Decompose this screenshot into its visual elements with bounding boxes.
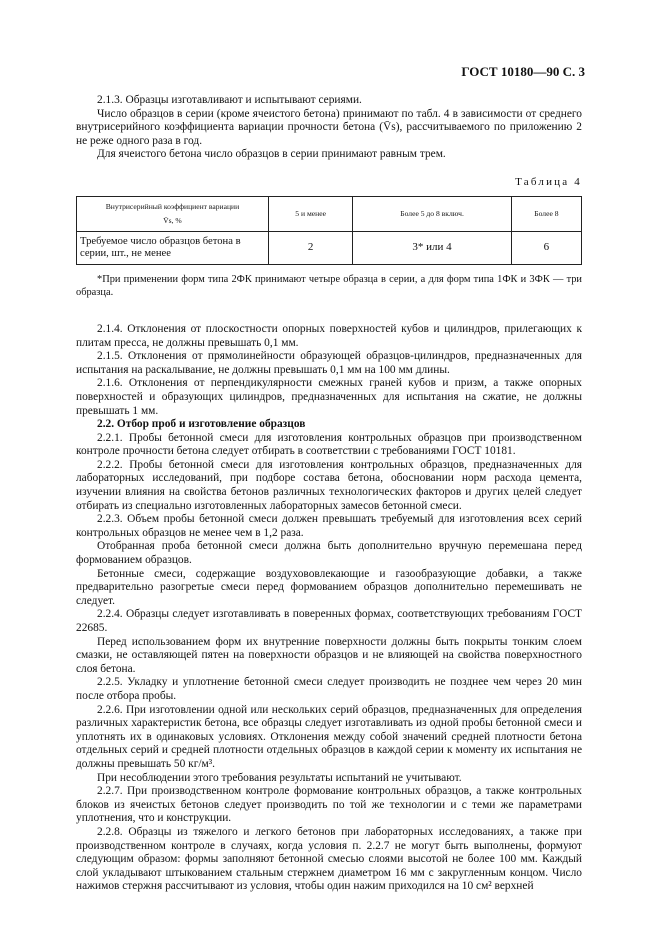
table-footnote: *При применении форм типа 2ФК принимают четыре образца в серии, а для форм типа 1ФК и 3ФК — три образца. <box>76 273 582 298</box>
table-header-unit: V̄s, % <box>163 215 182 225</box>
paragraph-2-2-3: 2.2.3. Объем пробы бетонной смеси должен превышать требуемый для изготовления всех серий контрольных образцов не менее чем в 1,2 раза. <box>76 513 582 539</box>
paragraph-2-2-7: 2.2.7. При производственном контроле формование контрольных образцов, а также контрольных блоков из ячеистых бетонов следует производить по той же технологии и с теми же параметрами уплотнения, что и конструкции. <box>76 785 582 825</box>
paragraph-2-1-5: 2.1.5. Отклонения от прямолинейности образующей образцов-цилиндров, предназначенных для испытания на раскалывание, не должны превышать 0,1 мм на 100 мм длины. <box>76 350 582 376</box>
paragraph-2-2-4: 2.2.4. Образцы следует изготавливать в поверенных формах, соответствующих требованиям ГОСТ 22685. <box>76 608 582 635</box>
table-col-2: Более 5 до 8 включ. <box>353 196 511 231</box>
paragraph-additives: Бетонные смеси, содержащие воздухововлекающие и газообразующие добавки, а также предварительно разогретые смеси перед формованием образцов дополнительно перемешивать не следует. <box>76 567 582 607</box>
paragraph-2-1-3: 2.1.3. Образцы изготавливают и испытывают сериями. <box>97 94 362 106</box>
paragraph-cellular-concrete: Для ячеистого бетона число образцов в серии принимают равным трем. <box>97 148 446 161</box>
table-row <box>77 231 582 264</box>
table-4 <box>76 196 582 265</box>
paragraph-noncompliance: При несоблюдении этого требования результаты испытаний не учитывают. <box>97 771 462 784</box>
table-row-label: Требуемое число образцов бетона в серии, шт., не менее <box>77 231 269 264</box>
table-col-1: 5 и менее <box>268 196 352 231</box>
section-title <box>76 418 582 432</box>
paragraph-2-2-8: 2.2.8. Образцы из тяжелого и легкого бетонов при лабораторных исследованиях, а также при производственном контроле в случаях, когда условия п. 2.2.7 не могут быть выполнены, формуют следующим образом: формы заполняют бетонной смесью слоями высотой не более 100 мм. Каждый слой укладывают штыкованием стальным стержнем диаметром 16 мм с закругленным концом. Число нажимов стержня рассчитывают из условия, чтобы один нажим приходился на 10 см² верхней <box>76 825 582 893</box>
table-cell-3: 6 <box>511 231 581 264</box>
paragraph-2-1-6: 2.1.6. Отклонения от перпендикулярности смежных граней кубов и призм, а также опорных поверхностей и образующих цилиндров, предназначенных для испытания на сжатие, не должны превышать 1 мм. <box>76 377 582 417</box>
table-cell-2: 3* или 4 <box>353 231 511 264</box>
paragraph-sample-count: Число образцов в серии (кроме ячеистого бетона) принимают по табл. 4 в зависимости от среднего внутрисерийного коэффициента вариации прочности бетона (V̄s), рассчитываемого по приложению 2 не реже одного раза в год. <box>76 107 582 147</box>
paragraph-forms-lubrication: Перед использованием форм их внутренние поверхности должны быть покрыты тонким слоем смазки, не оставляющей пятен на поверхности образцов и не влияющей на свойства поверхностного слоя бетона. <box>76 635 582 675</box>
section-title-text: 2.2. Отбор проб и изготовление образцов <box>97 418 306 431</box>
page-header: ГОСТ 10180—90 С. 3 <box>461 64 585 79</box>
table-caption: Таблица 4 <box>515 175 582 188</box>
paragraph-2-2-1: 2.2.1. Пробы бетонной смеси для изготовления контрольных образцов при производственном контроле прочности бетона следует отбирать в соответствии с требованиями ГОСТ 10181. <box>76 431 582 458</box>
paragraph-2-2-2: 2.2.2. Пробы бетонной смеси для изготовления контрольных образцов, предназначенных для лабораторных исследований, при подборе состава бетона, обосновании норм расхода цемента, изучении влияния на свойства бетонов различных технологических факторов и других целей следует отбирать из специально изготовленных лабораторных замесов бетонной смеси. <box>76 458 582 512</box>
table-header-label: Внутрисерийный коэффициент вариации <box>105 201 240 211</box>
paragraph-2-2-6: 2.2.6. При изготовлении одной или нескольких серий образцов, предназначенных для определения различных характеристик бетона, все образцы следует изготавливать из одной пробы бетонной смеси и уплотнять их в одинаковых условиях. Отклонения между собой значений средней плотности бетона отдельных серий и средней плотности отдельных образцов в каждой серии к моменту их испытания не должны превышать 50 кг/м³. <box>76 703 582 770</box>
table-header-row <box>77 196 582 231</box>
paragraph-mixing: Отобранная проба бетонной смеси должна быть дополнительно вручную перемешана перед формованием образцов. <box>76 540 582 567</box>
paragraph-2-2-5: 2.2.5. Укладку и уплотнение бетонной смеси следует производить не позднее чем через 20 мин после отбора пробы. <box>76 676 582 702</box>
document-body <box>76 94 582 894</box>
table-header-label-cell <box>77 196 269 231</box>
table-cell-1: 2 <box>268 231 352 264</box>
table-col-3: Более 8 <box>511 196 581 231</box>
paragraph-2-1-4: 2.1.4. Отклонения от плоскостности опорных поверхностей кубов и цилиндров, прилегающих к плитам пресса, не должны превышать 0,1 мм. <box>76 322 582 349</box>
